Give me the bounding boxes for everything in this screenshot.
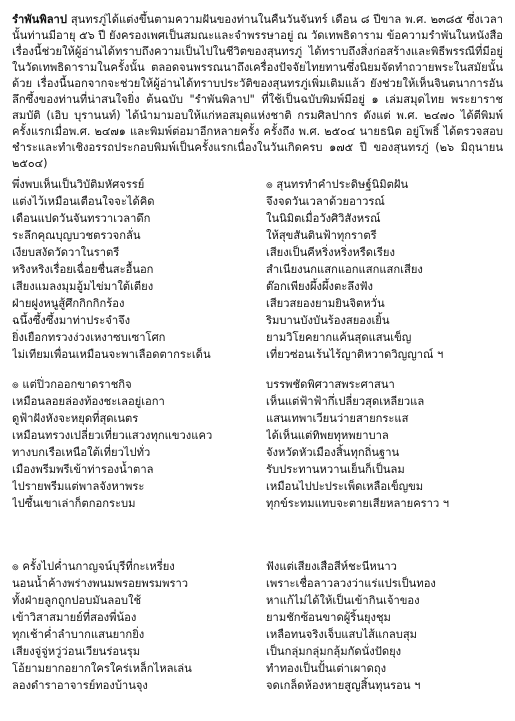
verse-line: หาแก้ไม่ได้ให้เป็นเข้ากินเจ้าของ: [266, 594, 420, 607]
verse-line: ยามชักซ้อนขาดผู้ริ้นยุงชุม: [266, 611, 391, 624]
verse-line: ทุกเช้าค่ำลำบากแสนยากยิ่ง: [12, 628, 145, 641]
verse-line: เมืองพรีมพรีเข้าท่ารองน้ำตาล: [12, 463, 154, 476]
verse-line: เหลือทนจริงเจ็บแสบไส้แกลบสุม: [266, 628, 418, 641]
intro-paragraph: [12, 12, 503, 172]
verse-line: ในนิมิตเมื่อวังศิวิสังหรณ์: [266, 212, 381, 225]
verse-line: แต่งไว้เหมือนเตือนใจจะได้คิด: [12, 195, 155, 208]
verse-line: เดือนแปดวันจันทรวาเวลาดึก: [12, 212, 151, 225]
verse-line: ๏ แต่ปิ่วกออกขาดราชกิจ: [12, 378, 132, 391]
verse-line: เห็นแต่ฟ้าฟ้ากึ่เปลี่ยวสุดเหลียวแล: [266, 395, 425, 408]
verse-line: จึงจดวันเวลาด้วยอาวรณ์: [266, 195, 385, 208]
verse-line: เหมือนไปปะประเพ็ดเหลือเข็ญขม: [266, 480, 424, 493]
verse-line: เสียงแมลงมุมอู้มไข่มาใต้เตียง: [12, 280, 154, 293]
verse-line: ลองดำราอาจารย์ทองบ้านจุง: [12, 679, 148, 692]
stanza-3-second-hemistichs: [266, 558, 504, 694]
verse-line: ๏ สุนทรทำคำประดิษฐ์นิมิตฝัน: [266, 178, 409, 191]
verse-line: หริงหริงเรื่อยเฉื่อยชื่นสะอื้นอก: [12, 263, 154, 276]
verse-line: เหมือนลอยล่องท้องชะเลอยู่เอกา: [12, 395, 165, 408]
verse-line: จังหวัดหัวเมืองสิ้นทุกถิ่นฐาน: [266, 446, 400, 459]
poem-title: รำพันพิลาป: [12, 13, 67, 26]
verse-line: พึ่งพบเห็นเป็นวิบัติมหัศจรรย์: [12, 178, 145, 191]
verse-line: นอนน้ำค้างพร่างพนมพรอยพรมพราว: [12, 577, 189, 590]
verse-line: เหมือนทรวงเปลี่ยวเที่ยวแสวงทุกแขวงแคว: [12, 429, 213, 442]
verse-line: ยิ่งเยือกทรวงง่วงเหงาซบเซาโศก: [12, 331, 166, 344]
verse-line: เงียบสงัดวัดวาในราตรี: [12, 246, 120, 259]
verse-line: โอ้ยามยากอยากใครใคร่เหล็กไหลเล่น: [12, 662, 192, 675]
intro-text: สุนทรภู่ได้แต่งขึ้นตามความฝันของท่านในคืนวันจันทร์ เดือน ๘ ปีขาล พ.ศ. ๒๓๘๕ ซึ่งเวลานั้นท่านมีอายุ ๕๖ ปี ยังครองเพศเป็นสมณะและจำพรรษาอยู่ ณ วัดเทพธิดาราม ข้อความรำพันในหนังสือเรื่องนี้ช่วยให้ผู้อ่านได้ทราบถึงความเป็นไปในชีวิตของสุนทรภู่ ได้ทราบถึงสิ่งก่อสร้างและพิธีพรรณีที่มีอยู่ในวัดเทพธิดารามในครั้งนั้น ตลอดจนพรรณนาถึงเครื่องปัจจัยไทยทานซึ่งนิยมจัดทำถวายพระในสมัยนั้นด้วย เรื่องนี้นอกจากจะช่วยให้ผู้อ่านได้ทราบประวัติของสุนทรภู่เพิ่มเติมแล้ว ยังช่วยให้เห็นจินตนาการอันลึกซึ้งของท่านที่น่าสนใจยิ่ง ต้นฉบับ "รำพันพิลาป" ที่ใช้เป็นฉบับพิมพ์มีอยู่ ๑ เล่มสมุดไทย พระยาราชสมบัติ (เอิบ บุรานนท์) ได้นำมามอบให้แก่หอสมุดแห่งชาติ กรมศิลปากร ดังแต่ พ.ศ. ๒๔๗๐ ได้ตีพิมพ์ครั้งแรกเมื่อพ.ศ. ๒๔๗๑ และพิมพ์ต่อมาอีกหลายครั้ง ครั้งถึง พ.ศ. ๒๕๐๔ นายธนิต อยู่โพธิ์ ได้ตรวจสอบชำระและทำเชิงอรรถประกอบพิมพ์เป็นครั้งแรกเนื่องในวันเกิดครบ ๑๗๕ ปี ของสุนทรภู่ (๒๖ มิถุนายน ๒๕๐๔): [12, 13, 503, 170]
verse-line: ให้สุขสันตินฟ้าทุกราตรี: [266, 229, 377, 242]
verse-line: ทั้งฝ่ายลูกถูกปอบมันลอบใช้: [12, 594, 142, 607]
verse-line: ริมบานบังบันร้องสยองเยิ้น: [266, 314, 390, 327]
verse-line: ได้เห็นแต่ทิพยทุหพยาบาล: [266, 429, 389, 442]
verse-line: เพราะเชื่อลาวลวงว่าแร่แปรเป็นทอง: [266, 577, 436, 590]
verse-line: รับประทานหวานเย็นก็เป็นลม: [266, 463, 405, 476]
verse-line: ทำทองเป็นปั้นเต่าเผาดถุง: [266, 662, 387, 675]
stanza-2-first-hemistichs: [12, 376, 250, 512]
verse-line: จดเกล็ดห้องหายสูญสิ้นทุนรอน ฯ: [266, 679, 421, 692]
verse-line: ดูฟ้าฝังหังจะหยุดที่สุดเนตร: [12, 412, 139, 425]
verse-line: ฝ่ายฝูงหนูสู้ศึกกิกกิกร้อง: [12, 297, 125, 310]
verse-line: เป็นกลุ่มกลุ่มกลุ้มกัดนั่งปัดยุง: [266, 645, 402, 658]
verse-line: ต๊อกเพียงผึ้งผึ้งตะลึงฟัง: [266, 280, 373, 293]
verse-line: แสนเทพาเวียนว่ายสายกระแส: [266, 412, 409, 425]
verse-line: เสียงจู่จู่หวู่ว่อนเวียนร่อนรุม: [12, 645, 141, 658]
stanza-1-first-hemistichs: [12, 176, 250, 363]
verse-line: เข้าวิสาสมายย์ที่สองพี่น้อง: [12, 611, 137, 624]
verse-line: สำเนียงนกแสกแอกแสกแสกเสียง: [266, 263, 423, 276]
verse-line: ฉนึ้งซึ้งซึ้งมาท่าประจำจึง: [12, 314, 131, 327]
verse-line: ไม่เทียมเพื่อนเหมือนจะพาเลือดตากระเด็น: [12, 348, 211, 361]
stanza-3-first-hemistichs: [12, 558, 250, 694]
verse-line: ฟังแต่เสียงเสือสีห์ชะนีหนาว: [266, 560, 397, 573]
verse-line: ยามวิโยคยากแค้นสุดแสนเข็ญ: [266, 331, 412, 344]
verse-line: ไปซึ้นเขาเล่าก็ตกอกระบม: [12, 497, 136, 510]
verse-line: ระลึกคุณบุญบวชตรวจกลั่น: [12, 229, 141, 242]
verse-line: ทุกข์ระทมแทบจะตายเสียหลายคราว ฯ: [266, 497, 450, 510]
verse-line: บรรพชัดพิศวาสพระศาสนา: [266, 378, 395, 391]
verse-line: ๏ ครั้งไปค่ำนกาญจน์บุรีที่กะเหรี่ยง: [12, 560, 175, 573]
stanza-1-second-hemistichs: [266, 176, 504, 363]
stanza-2-second-hemistichs: [266, 376, 504, 512]
verse-line: ทางบกเรือเหนือใต้เที่ยวไปทั่ว: [12, 446, 151, 459]
verse-line: ไปรายพรีมแต่พาลจังหาพระ: [12, 480, 145, 493]
verse-line: เสียวสยองยามยินจิตหวั่น: [266, 297, 385, 310]
verse-line: เที่ยวซ่อนเร้นไร้ญาติหวาดวิญญาณ์ ฯ: [266, 348, 444, 361]
verse-line: เสียงเป็นคีหริ่งหริ่งหรืดเรียง: [266, 246, 395, 259]
